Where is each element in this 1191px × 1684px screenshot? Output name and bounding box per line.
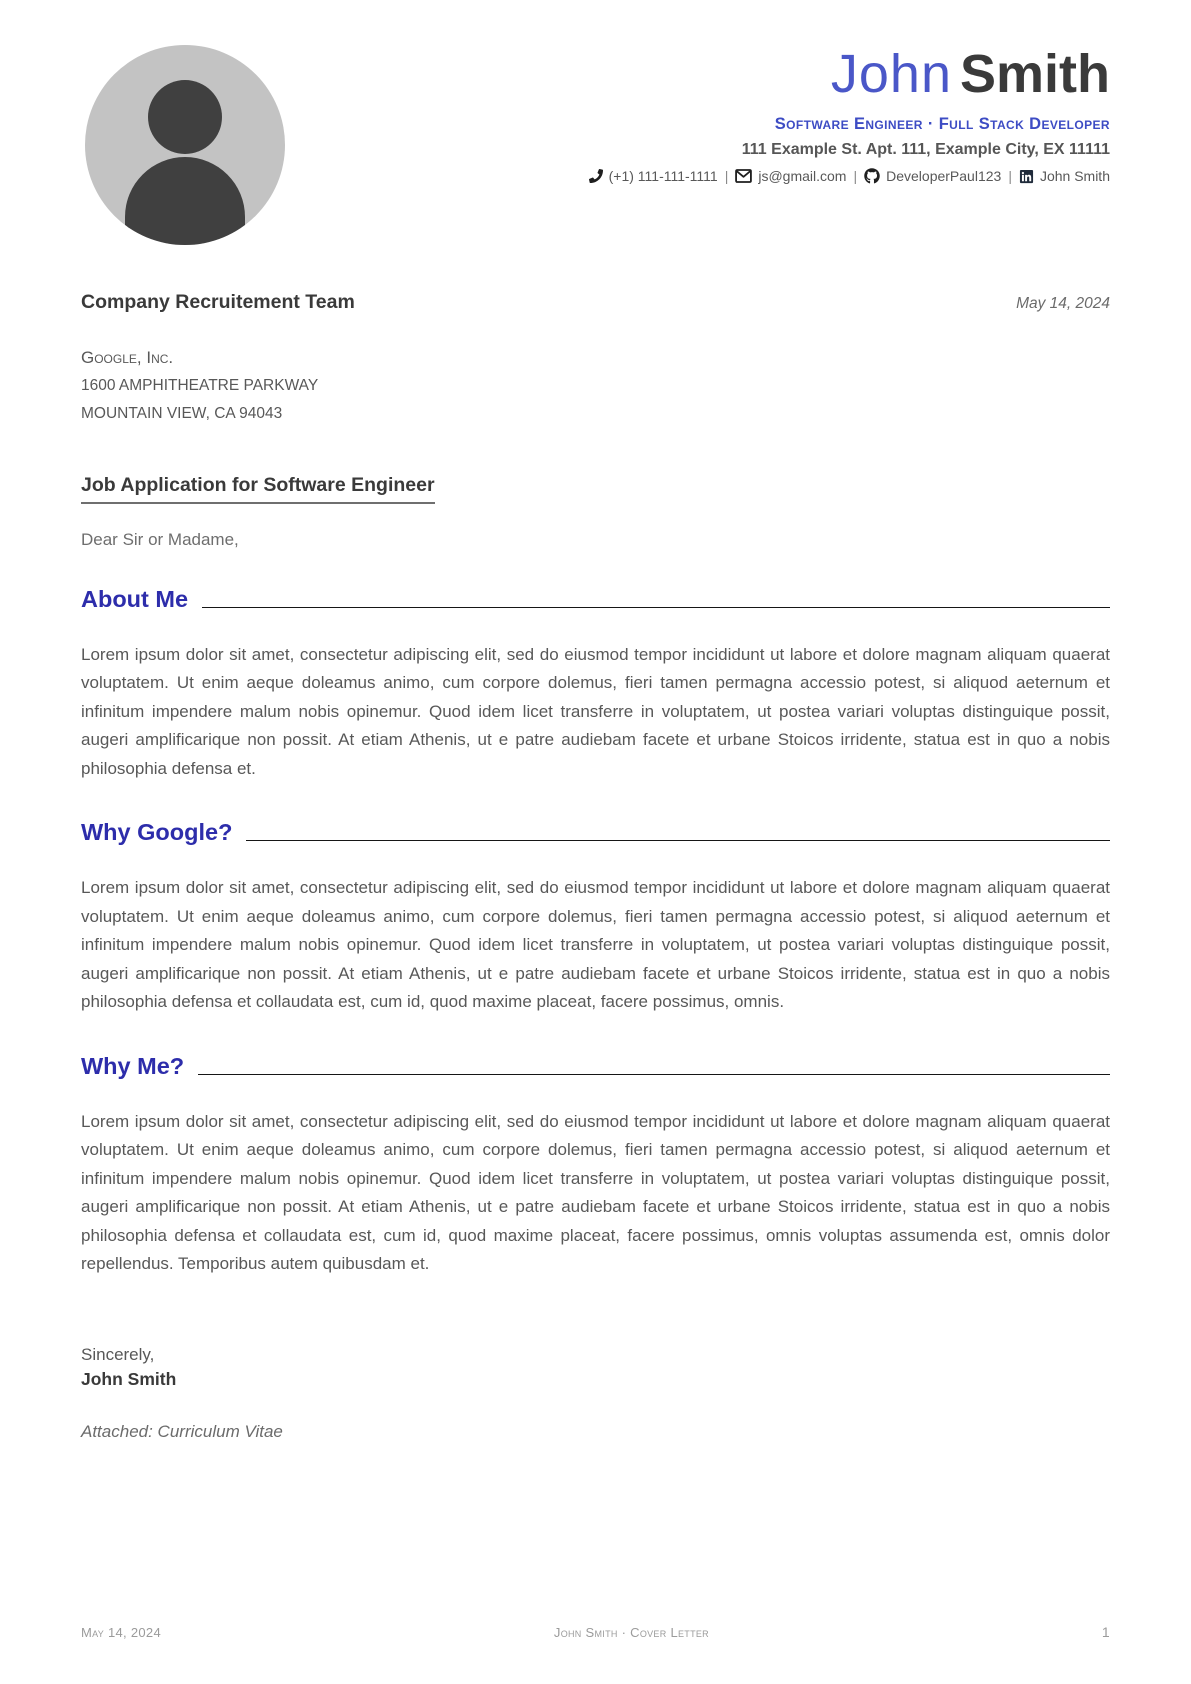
contact-email[interactable] [735, 168, 846, 184]
address-line: 111 Example St. Apt. 111, Example City, EX 11111 [741, 141, 1110, 158]
page-footer [81, 1624, 1110, 1640]
github-icon [864, 168, 880, 184]
footer-date: May 14, 2024 [81, 1625, 161, 1640]
github-username: DeveloperPaul123 [886, 168, 1002, 184]
first-name: John [830, 44, 952, 104]
recipient-name: Company Recruitement Team [81, 291, 355, 313]
linkedin-icon [1019, 169, 1034, 184]
phone-number: (+1) 111-111-1111 [608, 168, 718, 184]
linkedin-name: John Smith [1039, 168, 1110, 184]
section-heading [81, 1051, 1110, 1081]
attachment-note: Attached: Curriculum Vitae [81, 1421, 283, 1441]
contact-separator: | [724, 168, 729, 184]
section-why-google [81, 817, 1110, 1016]
company-name: Google, Inc. [81, 348, 174, 367]
contact-linkedin[interactable] [1019, 168, 1110, 184]
section-why-me [81, 1051, 1110, 1279]
section-rule [198, 1074, 1110, 1075]
page-title [589, 45, 1110, 103]
header [81, 45, 1110, 245]
company-address-block [81, 344, 1110, 428]
position-subtitle: Software Engineer · Full Stack Developer [774, 115, 1110, 133]
salutation: Dear Sir or Madame, [81, 530, 239, 549]
contact-phone[interactable] [589, 168, 718, 184]
section-body: Lorem ipsum dolor sit amet, consectetur adipiscing elit, sed do eiusmod tempor incididunt ut labore et dolore magnam aliquam quaerat voluptatem. Ut enim aeque doleamus animo, cum corpore dolemus, fieri tamen permagna accessio potest, si aliquod aeternum et infinitum impendere malum nobis opinemur. Quod idem licet transferre in voluptatem, ut postea variari voluptas distinguique possit, augeri amplificarique non possit. At etiam Athenis, ut e patre audiebam facete et urbane Stoicos irridente, statua est in quo a nobis philosophia defensa et collaudata est, cum id, quod maxime placeat, facere possimus, omnis. [81, 878, 1110, 1012]
section-title: About Me [81, 586, 189, 612]
recipient-row [81, 291, 1110, 314]
contact-separator: | [1008, 168, 1012, 184]
closing-phrase: Sincerely, [81, 1344, 155, 1364]
section-body: Lorem ipsum dolor sit amet, consectetur adipiscing elit, sed do eiusmod tempor incididunt ut labore et dolore magnam aliquam quaerat voluptatem. Ut enim aeque doleamus animo, cum corpore dolemus, fieri tamen permagna accessio potest, si aliquod aeternum et infinitum impendere malum nobis opinemur. Quod idem licet transferre in voluptatem, ut postea variari voluptas distinguique possit, augeri amplificarique non possit. At etiam Athenis, ut e patre audiebam facete et urbane Stoicos irridente, statua est in quo a nobis philosophia defensa et. [81, 645, 1110, 778]
section-rule [202, 607, 1110, 608]
section-rule [246, 840, 1110, 841]
section-heading [81, 584, 1110, 614]
letter-subject: Job Application for Software Engineer [81, 474, 435, 504]
contact-github[interactable] [864, 168, 1001, 184]
phone-icon [589, 169, 603, 183]
header-identity [589, 45, 1110, 184]
letter-date: May 14, 2024 [1016, 295, 1110, 312]
contact-separator: | [853, 168, 858, 184]
profile-photo [85, 45, 285, 245]
last-name: Smith [959, 44, 1110, 104]
email-address: js@gmail.com [758, 168, 847, 184]
footer-document-title: John Smith · Cover Letter [553, 1625, 709, 1640]
section-title: Why Me? [81, 1052, 185, 1079]
footer-page-number: 1 [1101, 1624, 1110, 1640]
section-heading [81, 817, 1110, 847]
contact-row [589, 168, 1110, 184]
email-icon [735, 169, 752, 183]
company-address-line2: MOUNTAIN VIEW, CA 94043 [81, 405, 283, 422]
section-about-me [81, 584, 1110, 783]
signature-name: John Smith [81, 1368, 177, 1389]
section-body: Lorem ipsum dolor sit amet, consectetur adipiscing elit, sed do eiusmod tempor incididunt ut labore et dolore magnam aliquam quaerat voluptatem. Ut enim aeque doleamus animo, cum corpore dolemus, fieri tamen permagna accessio potest, si aliquod aeternum et infinitum impendere malum nobis opinemur. Quod idem licet transferre in voluptatem, ut postea variari voluptas distinguique possit, augeri amplificarique non possit. At etiam Athenis, ut e patre audiebam facete et urbane Stoicos irridente, statua est in quo a nobis philosophia defensa et collaudata est, cum id, quod maxime placeat, facere possimus, omnis voluptas assumenda est, omnis dolor repellendus. Temporibus autem quibusdam et. [81, 1111, 1110, 1274]
company-address-line1: 1600 AMPHITHEATRE PARKWAY [81, 377, 319, 394]
person-avatar-icon [85, 45, 285, 245]
section-title: Why Google? [81, 819, 233, 846]
